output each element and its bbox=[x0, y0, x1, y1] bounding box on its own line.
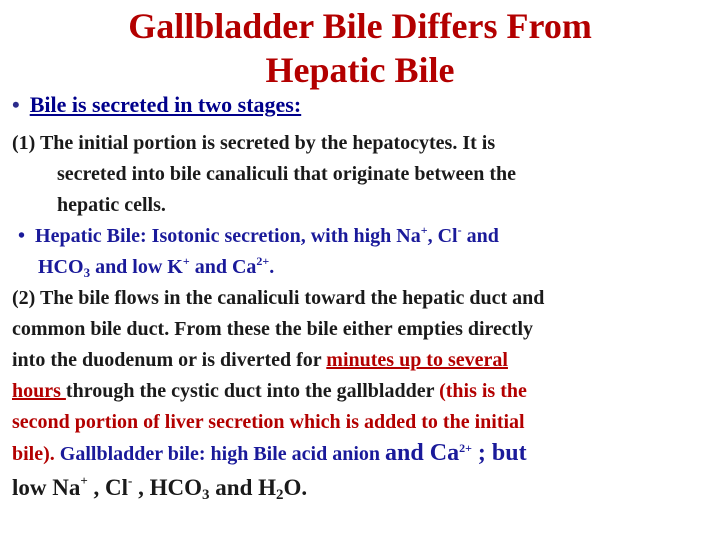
sub-h2: 2 bbox=[276, 487, 284, 503]
stage2-text-7a: low Na bbox=[12, 475, 81, 500]
stage1-line-3: hepatic cells. bbox=[57, 194, 166, 216]
sup-ca-2: 2+ bbox=[459, 441, 472, 455]
sub-hco3: 3 bbox=[202, 487, 210, 503]
stage2-red-4c: (this is the bbox=[439, 380, 527, 402]
sup-k: + bbox=[182, 254, 190, 268]
stage1-line-2: secreted into bile canaliculi that originate between the bbox=[57, 163, 517, 185]
stage2-highlight-4a: hours bbox=[12, 380, 66, 402]
hepatic-bile-line-1 bbox=[12, 221, 712, 252]
hepatic-text-c: and bbox=[461, 225, 499, 247]
bullet-stages bbox=[12, 88, 301, 122]
hepatic-text-a: Hepatic Bile: Isotonic secretion, with high Na bbox=[35, 225, 421, 247]
stage2-line-6 bbox=[12, 438, 712, 470]
hepatic-bile-line-2 bbox=[12, 252, 712, 283]
hepatic-text-g: . bbox=[269, 256, 275, 278]
stage1-line-1: (1) The initial portion is secreted by the hepatocytes. It is bbox=[12, 132, 496, 154]
bullet-dot-icon: • bbox=[18, 225, 26, 247]
slide-title bbox=[0, 4, 720, 92]
sub-3: 3 bbox=[83, 265, 91, 280]
title-line-2: Hepatic Bile bbox=[265, 50, 455, 90]
sup-minus: - bbox=[457, 223, 462, 237]
hepatic-text-e: and low K bbox=[90, 256, 183, 278]
stage2-line-3 bbox=[12, 345, 712, 376]
stage2-text-7e: O. bbox=[283, 475, 308, 500]
stage2-blue-6d: ; but bbox=[471, 440, 527, 466]
stage2-line-5: second portion of liver secretion which is added to the initial bbox=[12, 411, 525, 433]
bullet-stages-text: Bile is secreted in two stages: bbox=[29, 92, 302, 117]
title-line-1: Gallbladder Bile Differs From bbox=[128, 6, 592, 46]
stage2-line-1: (2) The bile flows in the canaliculi toward the hepatic duct and bbox=[12, 287, 545, 309]
stage2-text-4b: through the cystic duct into the gallbladder bbox=[65, 380, 440, 402]
sup-cl: - bbox=[128, 473, 133, 488]
sup-na: + bbox=[80, 473, 88, 488]
hepatic-text-b: , Cl bbox=[427, 225, 458, 247]
slide-body bbox=[12, 128, 712, 506]
stage2-line-7 bbox=[12, 470, 712, 506]
stage2-highlight-3b: minutes up to several bbox=[326, 349, 508, 371]
stage2-text-7d: and H bbox=[209, 475, 277, 500]
bullet-dot-icon: • bbox=[12, 92, 20, 117]
hepatic-text-d: HCO bbox=[38, 256, 84, 278]
sup-ca: 2+ bbox=[256, 254, 270, 268]
stage2-text-3a: into the duodenum or is diverted for bbox=[12, 349, 327, 371]
stage2-blue-6c: and Ca bbox=[385, 440, 460, 466]
hepatic-text-f: and Ca bbox=[189, 256, 257, 278]
sup-plus: + bbox=[420, 223, 428, 237]
stage2-blue-6b: Gallbladder bile: high Bile acid anion bbox=[59, 443, 386, 465]
stage2-text-7b: , Cl bbox=[87, 475, 129, 500]
stage2-text-7c: , HCO bbox=[132, 475, 203, 500]
stage2-red-6a: bile). bbox=[12, 443, 60, 465]
stage2-line-4 bbox=[12, 376, 712, 407]
stage2-line-2: common bile duct. From these the bile either empties directly bbox=[12, 318, 534, 340]
